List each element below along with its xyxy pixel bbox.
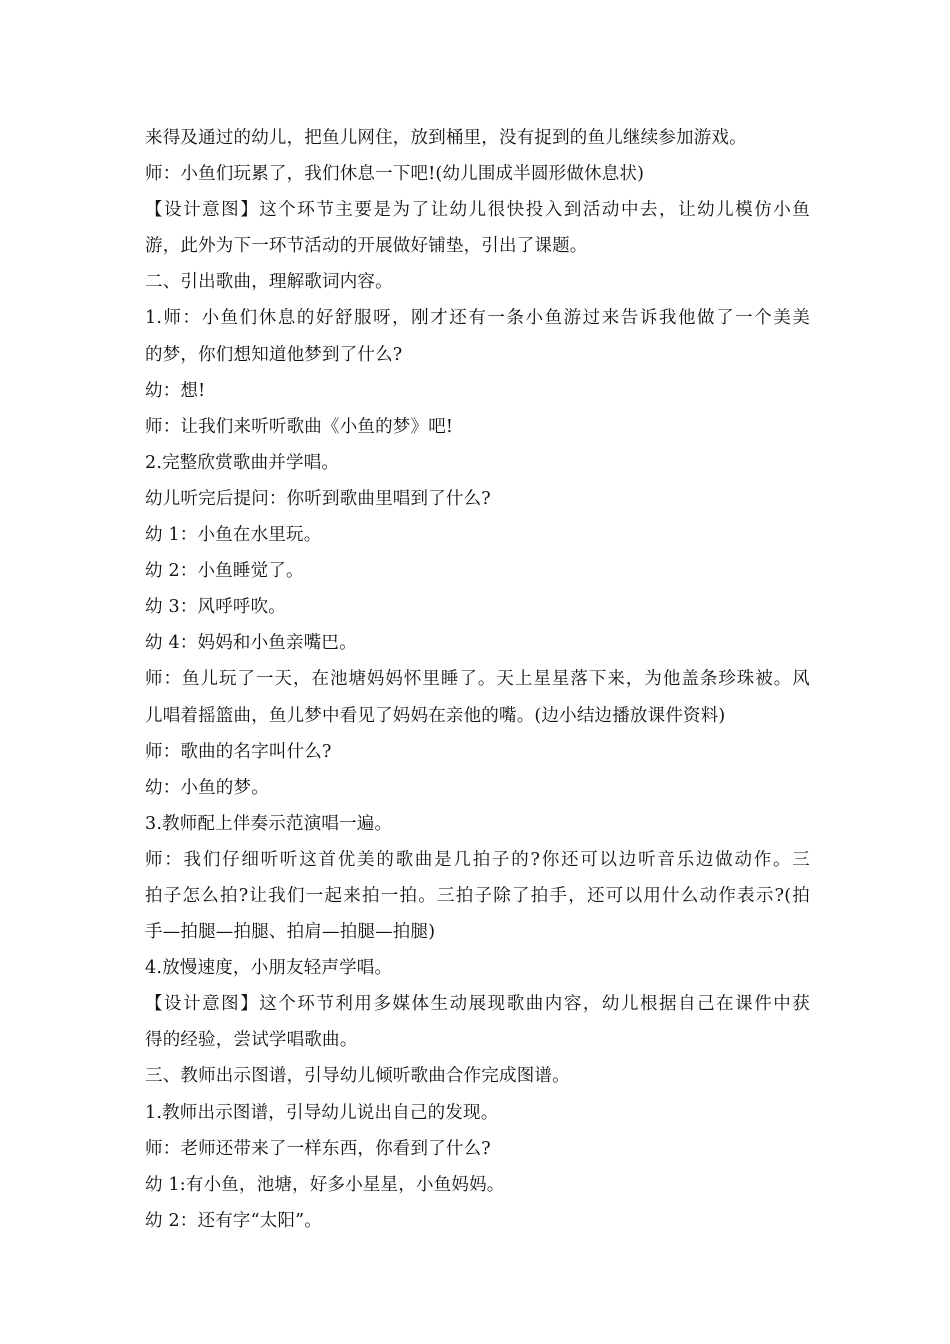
text-line-23: 手—拍腿—拍腿、拍肩—拍腿—拍腿) <box>145 922 436 943</box>
text-line-18: 师：歌曲的名字叫什么? <box>145 741 332 762</box>
text-line-21: 师：我们仔细听听这首优美的歌曲是几拍子的?你还可以边听音乐边做动作。三 <box>145 849 810 870</box>
text-line-24: 4.放慢速度，小朋友轻声学唱。 <box>145 958 393 979</box>
text-line-29: 师：老师还带来了一样东西，你看到了什么? <box>145 1138 491 1159</box>
text-line-16: 师：鱼儿玩了一天，在池塘妈妈怀里睡了。天上星星落下来，为他盖条珍珠被。风 <box>145 669 810 690</box>
text-line-26: 得的经验，尝试学唱歌曲。 <box>145 1030 358 1051</box>
text-line-14: 幼 3：风呼呼吹。 <box>145 597 286 618</box>
text-line-2: 师：小鱼们玩累了，我们休息一下吧!(幼儿围成半圆形做休息状) <box>145 164 645 185</box>
text-line-11: 幼儿听完后提问：你听到歌曲里唱到了什么? <box>145 488 491 509</box>
text-line-12: 幼 1：小鱼在水里玩。 <box>145 525 322 546</box>
text-line-28: 1.教师出示图谱，引导幼儿说出自己的发现。 <box>145 1102 499 1123</box>
text-line-31: 幼 2：还有字“太阳”。 <box>145 1210 322 1231</box>
text-line-19: 幼：小鱼的梦。 <box>145 777 269 798</box>
text-line-22: 拍子怎么拍?让我们一起来拍一拍。三拍子除了拍手，还可以用什么动作表示?(拍 <box>145 885 810 906</box>
text-line-8: 幼：想! <box>145 380 206 401</box>
text-line-20: 3.教师配上伴奏示范演唱一遍。 <box>145 813 393 834</box>
text-line-3: 【设计意图】这个环节主要是为了让幼儿很快投入到活动中去，让幼儿模仿小鱼 <box>145 200 810 221</box>
text-line-30: 幼 1:有小鱼，池塘，好多小星星，小鱼妈妈。 <box>145 1174 505 1195</box>
section-heading-2: 二、引出歌曲，理解歌词内容。 <box>145 272 393 293</box>
text-line-15: 幼 4：妈妈和小鱼亲嘴巴。 <box>145 633 357 654</box>
text-line-1: 来得及通过的幼儿，把鱼儿网住，放到桶里，没有捉到的鱼儿继续参加游戏。 <box>145 128 747 148</box>
text-line-13: 幼 2：小鱼睡觉了。 <box>145 561 304 582</box>
text-line-9: 师：让我们来听听歌曲《小鱼的梦》吧! <box>145 416 454 437</box>
text-line-6: 1.师：小鱼们休息的好舒服呀，刚才还有一条小鱼游过来告诉我他做了一个美美 <box>145 308 810 329</box>
text-line-25: 【设计意图】这个环节利用多媒体生动展现歌曲内容，幼儿根据自己在课件中获 <box>145 994 810 1015</box>
section-heading-3: 三、教师出示图谱，引导幼儿倾听歌曲合作完成图谱。 <box>145 1066 570 1087</box>
text-line-17: 儿唱着摇篮曲，鱼儿梦中看见了妈妈在亲他的嘴。(边小结边播放课件资料) <box>145 705 726 726</box>
text-line-7: 的梦，你们想知道他梦到了什么? <box>145 344 403 365</box>
text-line-10: 2.完整欣赏歌曲并学唱。 <box>145 452 340 473</box>
document-body <box>145 120 810 1239</box>
text-line-4: 游，此外为下一环节活动的开展做好铺垫，引出了课题。 <box>145 236 588 257</box>
